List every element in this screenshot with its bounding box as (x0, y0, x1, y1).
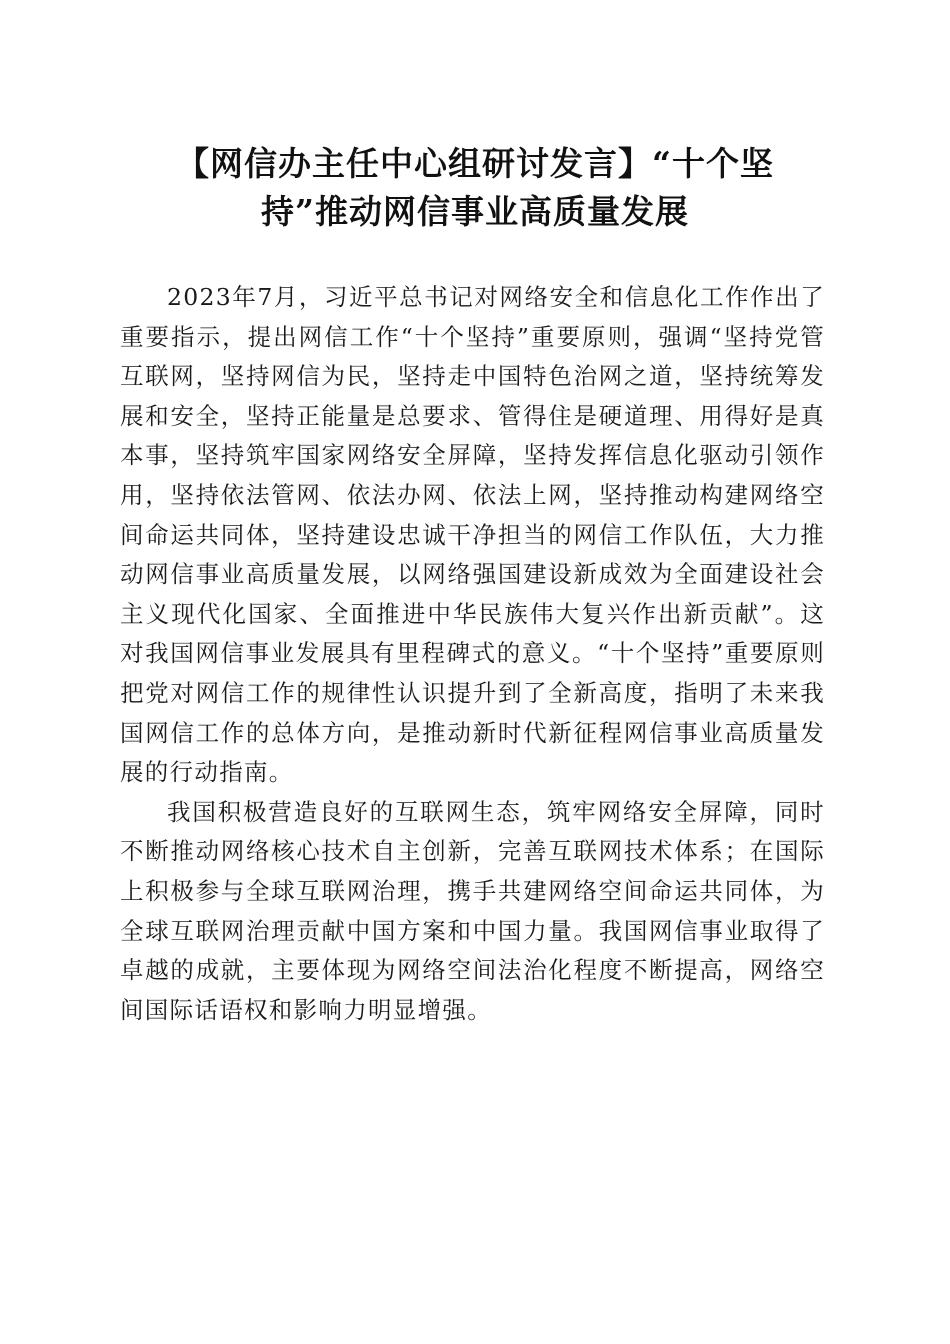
paragraph-1: 2023年7月，习近平总书记对网络安全和信息化工作作出了重要指示，提出网信工作“十个坚持”重要原则，强调“坚持党管互联网，坚持网信为民，坚持走中国特色治网之道，坚持统筹发展和安全，坚持正能量是总要求、管得住是硬道理、用得好是真本事，坚持筑牢国家网络安全屏障，坚持发挥信息化驱动引领作用，坚持依法管网、依法办网、依法上网，坚持推动构建网络空间命运共同体，坚持建设忠诚干净担当的网信工作队伍，大力推动网信事业高质量发展，以网络强国建设新成效为全面建设社会主义现代化国家、全面推进中华民族伟大复兴作出新贡献”。这对我国网信事业发展具有里程碑式的意义。“十个坚持”重要原则把党对网信工作的规律性认识提升到了全新高度，指明了未来我国网信工作的总体方向，是推动新时代新征程网信事业高质量发展的行动指南。 (120, 283, 825, 787)
document-body (120, 278, 825, 1030)
title-line-1: 【网信办主任中心组研讨发言】“十个坚 (176, 144, 774, 183)
paragraph-2: 我国积极营造良好的互联网生态，筑牢网络安全屏障，同时不断推动网络核心技术自主创新，完善互联网技术体系；在国际上积极参与全球互联网治理，携手共建网络空间命运共同体，为全球互联网治理贡献中国方案和中国力量。我国网信事业取得了卓越的成就，主要体现为网络空间法治化程度不断提高，网络空间国际话语权和影响力明显增强。 (120, 797, 825, 1024)
document-title (150, 140, 800, 236)
title-line-2: 持”推动网信事业高质量发展 (261, 192, 689, 231)
